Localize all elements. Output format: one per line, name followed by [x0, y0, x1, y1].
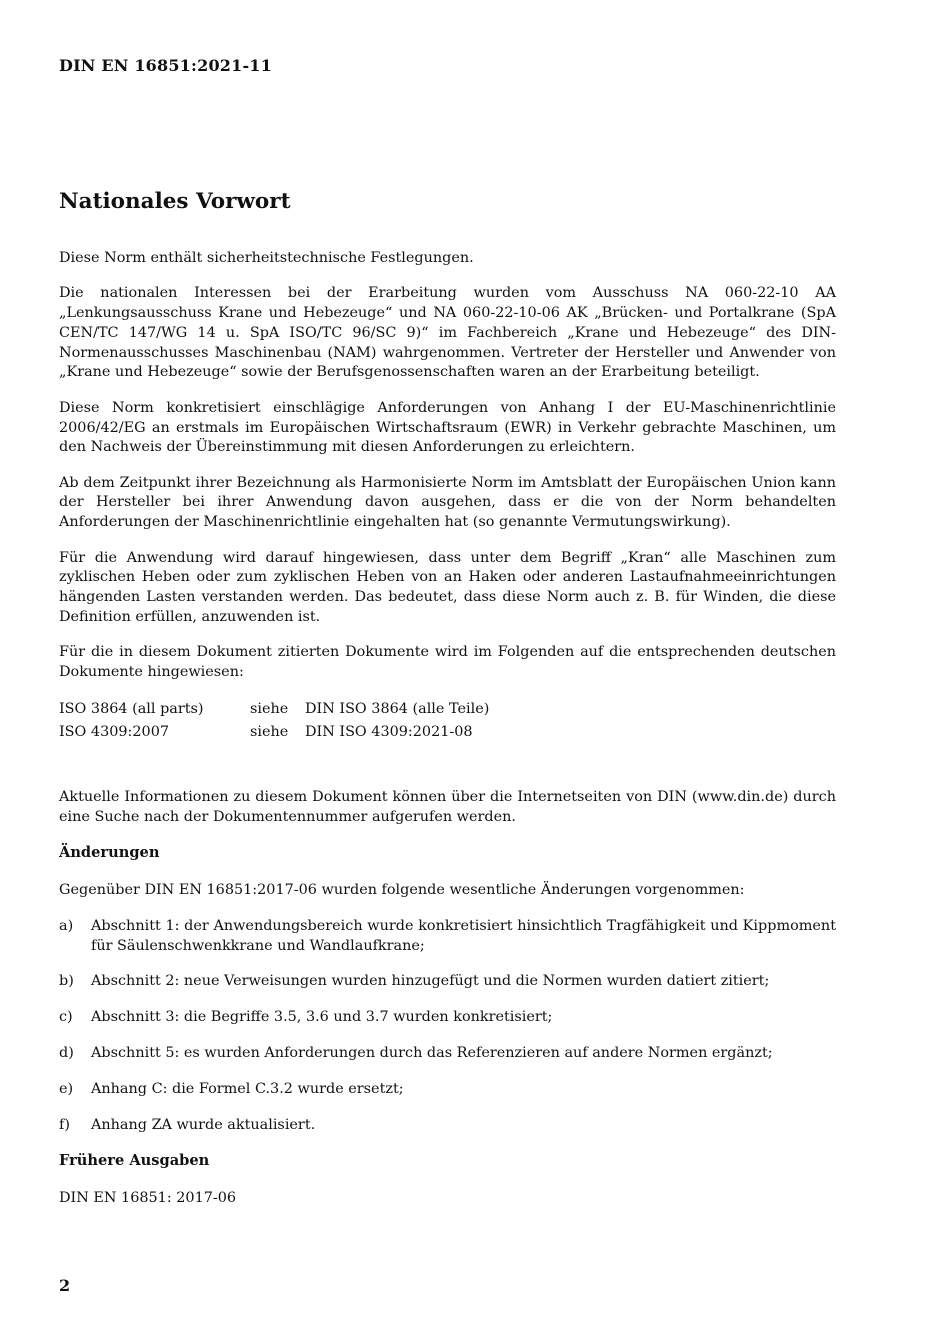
spacer	[59, 764, 836, 788]
reference-link-word: siehe	[250, 701, 289, 718]
list-item	[59, 1044, 836, 1064]
earlier-editions-heading: Frühere Ausgaben	[59, 1152, 210, 1170]
document-id-header: DIN EN 16851:2021-11	[59, 56, 272, 75]
list-item-text: Anhang ZA wurde aktualisiert.	[91, 1116, 316, 1133]
list-item-text: Abschnitt 3: die Begriffe 3.5, 3.6 und 3.7 wurden konkretisiert;	[91, 1009, 553, 1026]
list-item-label: e)	[59, 1080, 74, 1097]
changes-intro: Gegenüber DIN EN 16851:2017-06 wurden folgende wesentliche Änderungen vorgenommen:	[59, 882, 745, 899]
page-number: 2	[59, 1276, 71, 1295]
changes-list	[59, 917, 836, 1136]
page-title: Nationales Vorwort	[59, 189, 291, 214]
list-item-label: d)	[59, 1044, 74, 1061]
reference-link-word: siehe	[250, 724, 289, 741]
list-item	[59, 972, 836, 992]
paragraph-crane-definition: Für die Anwendung wird darauf hingewiesen, dass unter dem Begriff „Kran“ alle Maschinen zum zyklischen Heben oder zum zyklischen Heben von an Haken oder anderen Lastaufnahmeeinrichtungen hängenden Lasten verstanden werden. Das bedeutet, dass diese Norm auch z. B. für Winden, die diese Definition erfüllen, anzuwenden ist.	[59, 549, 836, 625]
page-content	[59, 186, 836, 1225]
reference-row	[59, 721, 836, 744]
reference-target: DIN ISO 4309:2021-08	[305, 724, 473, 741]
reference-target: DIN ISO 3864 (alle Teile)	[305, 701, 490, 718]
list-item	[59, 1008, 836, 1028]
list-item-label: c)	[59, 1009, 73, 1026]
paragraph-din-info: Aktuelle Informationen zu diesem Dokument können über die Internetseiten von DIN (www.din.de) durch eine Suche nach der Dokumentennummer aufgerufen werden.	[59, 789, 836, 826]
list-item-text: Abschnitt 5: es wurden Anforderungen durch das Referenzieren auf andere Normen ergänzt;	[91, 1044, 773, 1061]
reference-source: ISO 3864 (all parts)	[59, 701, 204, 718]
list-item-label: a)	[59, 917, 74, 934]
list-item	[59, 917, 836, 957]
reference-source: ISO 4309:2007	[59, 724, 170, 741]
reference-row	[59, 698, 836, 721]
earlier-editions-text: DIN EN 16851: 2017-06	[59, 1190, 237, 1207]
list-item-text: Abschnitt 1: der Anwendungsbereich wurde konkretisiert hinsichtlich Tragfähigkeit und Kippmoment für Säulenschwenkkrane und Wandlaufkrane;	[91, 917, 836, 954]
list-item	[59, 1080, 836, 1100]
list-item-text: Anhang C: die Formel C.3.2 wurde ersetzt;	[91, 1080, 404, 1097]
paragraph-machinery-directive: Diese Norm konkretisiert einschlägige Anforderungen von Anhang I der EU-Maschinenrichtlinie 2006/42/EG an erstmals im Europäischen Wirtschaftsraum (EWR) in Verkehr gebrachte Maschinen, um den Nachweis der Übereinstimmung mit diesen Anforderungen zu erleichtern.	[59, 399, 836, 456]
changes-heading: Änderungen	[59, 844, 160, 862]
reference-list	[59, 698, 836, 744]
list-item	[59, 1116, 836, 1136]
paragraph-cited-documents: Für die in diesem Dokument zitierten Dokumente wird im Folgenden auf die entsprechenden deutschen Dokumente hingewiesen:	[59, 644, 836, 681]
list-item-text: Abschnitt 2: neue Verweisungen wurden hinzugefügt und die Normen wurden datiert zitiert;	[91, 973, 770, 990]
list-item-label: f)	[59, 1116, 70, 1133]
paragraph-national-interests: Die nationalen Interessen bei der Erarbeitung wurden vom Ausschuss NA 060-22-10 AA „Lenkungsausschuss Krane und Hebezeuge“ und NA 060-22-10-06 AK „Brücken- und Portalkrane (SpA CEN/TC 147/WG 14 u. SpA ISO/TC 96/SC 9)“ im Fachbereich „Krane und Hebezeuge“ des DIN-Normenausschusses Maschinenbau (NAM) wahrgenommen. Vertreter der Hersteller und Anwender von „Krane und Hebezeuge“ sowie der Berufsgenossenschaften waren an der Erarbeitung beteiligt.	[59, 285, 836, 381]
list-item-label: b)	[59, 973, 74, 990]
paragraph-presumption: Ab dem Zeitpunkt ihrer Bezeichnung als Harmonisierte Norm im Amtsblatt der Europäischen Union kann der Hersteller bei ihrer Anwendung davon ausgehen, dass er die von der Norm behandelten Anforderungen der Maschinenrichtlinie eingehalten hat (so genannte Vermutungswirkung).	[59, 474, 836, 531]
paragraph-safety: Diese Norm enthält sicherheitstechnische Festlegungen.	[59, 250, 474, 266]
